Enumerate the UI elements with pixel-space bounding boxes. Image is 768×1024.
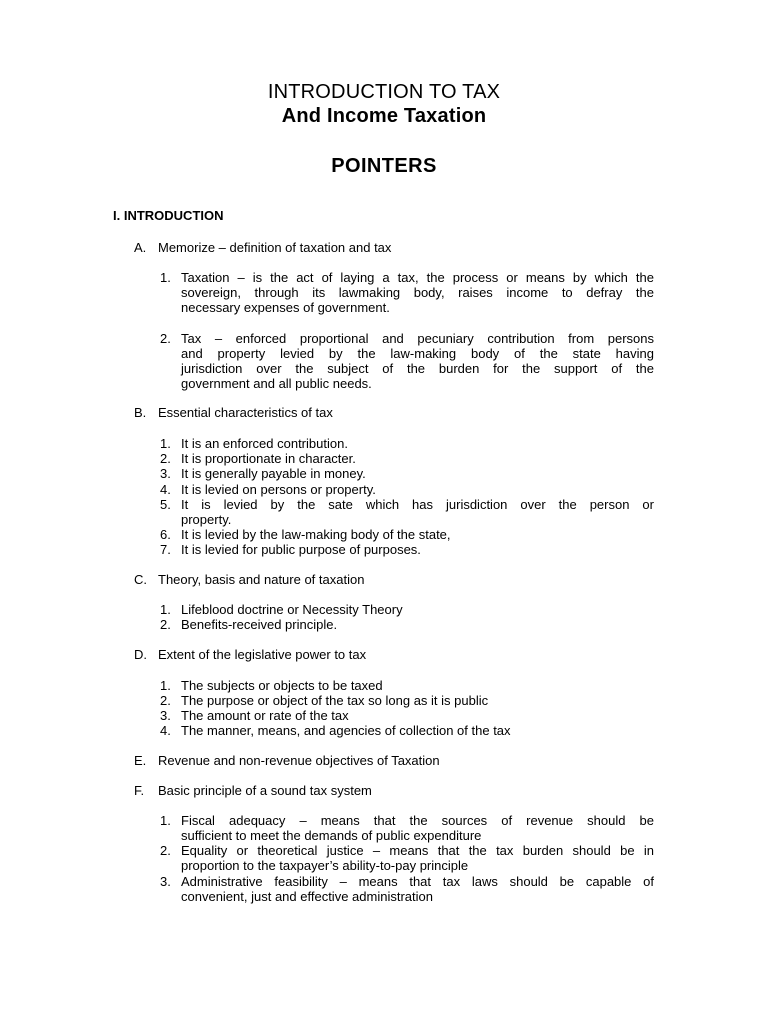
list-item: sufficient to meet the demands of public expenditure bbox=[181, 828, 482, 843]
subsection-heading: Extent of the legislative power to tax bbox=[158, 647, 367, 662]
subsection-heading: Theory, basis and nature of taxation bbox=[158, 572, 365, 587]
list-item: It is levied for public purpose of purposes. bbox=[181, 542, 421, 557]
list-number: 2. bbox=[160, 331, 171, 346]
list-item: The subjects or objects to be taxed bbox=[181, 678, 383, 693]
item-letter: E. bbox=[134, 753, 147, 768]
list-number: 3. bbox=[160, 708, 171, 723]
list-number: 2. bbox=[160, 451, 171, 466]
list-number: 2. bbox=[160, 843, 171, 858]
list-item: The manner, means, and agencies of collection of the tax bbox=[181, 723, 511, 738]
paragraph-line: sovereign, through its lawmaking body, raises income to defray the bbox=[181, 285, 654, 300]
list-item: proportion to the taxpayer’s ability-to-pay principle bbox=[181, 858, 469, 873]
item-letter: B. bbox=[134, 405, 147, 420]
list-number: 5. bbox=[160, 497, 171, 512]
list-number: 1. bbox=[160, 813, 171, 828]
list-item: Administrative feasibility – means that tax laws should be capable of bbox=[181, 874, 654, 889]
paragraph-line: necessary expenses of government. bbox=[181, 300, 390, 315]
list-item: Equality or theoretical justice – means that the tax burden should be in bbox=[181, 843, 654, 858]
subsection-heading: Essential characteristics of tax bbox=[158, 405, 333, 420]
list-item: Fiscal adequacy – means that the sources of revenue should be bbox=[181, 813, 654, 828]
list-item: Lifeblood doctrine or Necessity Theory bbox=[181, 602, 403, 617]
list-number: 3. bbox=[160, 466, 171, 481]
list-number: 1. bbox=[160, 678, 171, 693]
subsection-heading: Revenue and non-revenue objectives of Taxation bbox=[158, 753, 440, 768]
list-number: 1. bbox=[160, 436, 171, 451]
list-number: 6. bbox=[160, 527, 171, 542]
list-item: property. bbox=[181, 512, 232, 527]
item-letter: F. bbox=[134, 783, 145, 798]
list-item: It is levied on persons or property. bbox=[181, 482, 376, 497]
list-number: 7. bbox=[160, 542, 171, 557]
list-item: It is proportionate in character. bbox=[181, 451, 356, 466]
list-item: Benefits-received principle. bbox=[181, 617, 338, 632]
list-number: 4. bbox=[160, 482, 171, 497]
list-number: 3. bbox=[160, 874, 171, 889]
paragraph-line: Tax – enforced proportional and pecuniary contribution from persons bbox=[181, 331, 654, 346]
list-number: 2. bbox=[160, 617, 171, 632]
item-letter: A. bbox=[134, 240, 147, 255]
list-number: 4. bbox=[160, 723, 171, 738]
list-item: convenient, just and effective administration bbox=[181, 889, 433, 904]
list-number: 1. bbox=[160, 602, 171, 617]
subsection-heading: Memorize – definition of taxation and tax bbox=[158, 240, 392, 255]
document-title: INTRODUCTION TO TAX bbox=[267, 81, 501, 103]
paragraph-line: government and all public needs. bbox=[181, 376, 372, 391]
item-letter: C. bbox=[134, 572, 147, 587]
paragraph-line: Taxation – is the act of laying a tax, the process or means by which the bbox=[181, 270, 654, 285]
subsection-heading: Basic principle of a sound tax system bbox=[158, 783, 372, 798]
paragraph-line: jurisdiction over the subject of the burden for the support of the bbox=[181, 361, 654, 376]
list-item: It is levied by the law-making body of the state, bbox=[181, 527, 451, 542]
list-item: It is generally payable in money. bbox=[181, 466, 366, 481]
section-heading: I. INTRODUCTION bbox=[113, 208, 224, 223]
list-item: It is levied by the sate which has jurisdiction over the person or bbox=[181, 497, 654, 512]
list-number: 2. bbox=[160, 693, 171, 708]
list-item: The purpose or object of the tax so long as it is public bbox=[181, 693, 489, 708]
list-item: The amount or rate of the tax bbox=[181, 708, 349, 723]
pointers-heading: POINTERS bbox=[331, 155, 437, 177]
item-letter: D. bbox=[134, 647, 147, 662]
list-number: 1. bbox=[160, 270, 171, 285]
paragraph-line: and property levied by the law-making body of the state having bbox=[181, 346, 654, 361]
document-subtitle: And Income Taxation bbox=[281, 105, 487, 127]
list-item: It is an enforced contribution. bbox=[181, 436, 348, 451]
